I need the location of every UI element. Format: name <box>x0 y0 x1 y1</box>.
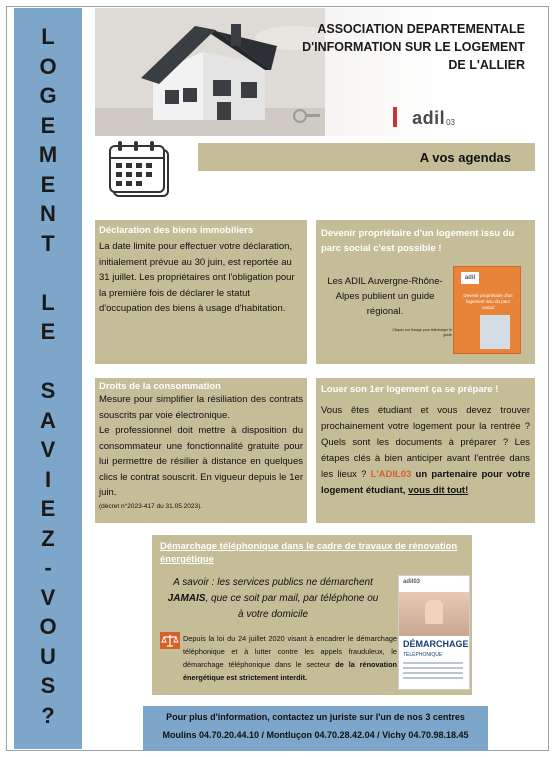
banner-letter: - <box>44 555 52 580</box>
banner-letter: E <box>40 112 56 138</box>
banner-letter: E <box>40 319 56 344</box>
banner-letter: V <box>40 437 56 462</box>
banner-letter: U <box>40 643 56 669</box>
vertical-banner-text <box>14 22 82 730</box>
org-title-line-1: ASSOCIATION DEPARTEMENTALE <box>317 22 525 36</box>
decree-reference: (décret n°2023-417 du 31.05.2023). <box>99 502 203 510</box>
building-image <box>480 315 510 349</box>
consumption-title: Droits de la consommation <box>99 381 221 392</box>
telemarketing-title: Démarchage téléphonique dans le cadre de travaux de rénovation énergétique <box>160 541 458 565</box>
declaration-body: La date limite pour effectuer votre déclaration, initialement prévue au 30 juin, est reportée au 31 juillet. Les propriétaires ont l'obligation pour la première fois de déclarer le statut d'occupation des biens à usage d'habitation. <box>99 241 295 314</box>
brochure-subtitle: TÉLÉPHONIQUE <box>403 652 443 658</box>
notice-prefix: A savoir : les services publics ne démarchent <box>173 577 373 588</box>
adil-guide-body: Les ADIL Auvergne-Rhône-Alpes publient un guide régional. <box>327 276 443 317</box>
org-title-line-3: DE L'ALLIER <box>448 58 525 72</box>
guide-cover-title: Devenir propriétaire d'un logement issu du parc social <box>463 293 513 310</box>
stop-hand-image <box>425 600 443 624</box>
banner-letter <box>14 347 82 377</box>
banner-letter: L <box>41 24 55 49</box>
law-text <box>183 632 397 684</box>
declaration-box <box>95 220 307 364</box>
brochure-text-lines <box>403 662 463 682</box>
telemarketing-notice <box>164 575 382 623</box>
telemarketing-brochure-cover[interactable] <box>398 575 470 690</box>
banner-letter: ? <box>41 702 55 728</box>
banner-letter: Z <box>41 525 55 551</box>
telemarketing-box <box>152 535 472 695</box>
calendar-icon <box>104 138 174 200</box>
adil03-link[interactable]: L'ADIL03 <box>370 469 412 480</box>
banner-letter: A <box>40 407 56 433</box>
org-title-line-2: D'INFORMATION SUR LE LOGEMENT <box>302 40 525 54</box>
agenda-banner <box>198 143 535 171</box>
consumption-body-2: Le professionnel doit mettre à disposition du consommateur une fonctionnalité gratuite pour lui permettre de résilier à distance en quelques clics le contrat souscrit. En vigueur depuis le 1er juin. <box>99 425 303 498</box>
consumption-rights-box <box>95 378 307 523</box>
banner-letter: N <box>40 201 56 226</box>
notice-emphasis: JAMAIS <box>167 593 206 604</box>
adil-guide-box <box>316 220 535 364</box>
first-rental-cta[interactable]: vous dit tout! <box>408 485 469 496</box>
banner-letter: S <box>40 378 56 403</box>
logo-text: adil <box>412 108 446 128</box>
banner-letter <box>14 258 82 288</box>
banner-letter: E <box>40 171 56 197</box>
brochure-title: DÉMARCHAGE <box>403 639 469 649</box>
banner-letter: M <box>38 142 58 167</box>
adil-logo <box>412 108 455 129</box>
first-rental-tail: un partenaire pour votre logement étudiant, <box>321 469 531 496</box>
banner-letter: T <box>41 230 55 256</box>
vertical-banner <box>14 8 82 749</box>
first-rental-body <box>321 403 530 499</box>
contact-footer <box>143 706 488 751</box>
banner-letter: L <box>41 289 55 315</box>
header <box>95 8 535 136</box>
footer-intro: Pour plus d'information, contactez un juriste sur l'un de nos 3 centres <box>166 712 465 722</box>
notice-suffix: , que ce soit par mail, par téléphone ou à votre domicile <box>205 593 379 620</box>
logo-department: 03 <box>446 118 455 127</box>
guide-caption: Cliquez sur l'image pour télécharger le guide <box>392 328 452 337</box>
banner-letter: I <box>44 466 52 492</box>
brochure-logo: adil03 <box>403 579 421 585</box>
first-rental-box <box>316 378 535 523</box>
first-rental-title: Louer son 1er logement ça se prépare ! <box>321 384 499 395</box>
scales-of-justice-icon <box>160 632 180 649</box>
adil-guide-title: Devenir propriétaire d'un logement issu du parc social c'est possible ! <box>321 228 515 254</box>
first-rental-text: Vous êtes étudiant et vous devez trouver prochainement votre logement pour la rentrée ? Quels sont les documents à préparer ? Les étapes clés à bien anticiper avant l'entrée dans les lieux ? <box>321 405 530 480</box>
banner-letter: O <box>39 614 57 639</box>
footer-phone-numbers: Moulins 04.70.20.44.10 / Montluçon 04.70.28.42.04 / Vichy 04.70.98.18.45 <box>162 730 469 740</box>
guide-cover-logo: adil <box>461 272 479 284</box>
agenda-label: A vos agendas <box>419 150 511 165</box>
organization-title <box>275 20 525 74</box>
law-text-main: Depuis la loi du 24 juillet 2020 visant à encadrer le démarchage téléphonique et à lutter contre les appels frauduleux, le démarchage téléphonique dans le secteur <box>183 634 397 669</box>
law-text-strong: de la rénovation énergétique est strictement interdit. <box>183 660 397 682</box>
consumption-body-1: Mesure pour simplifier la résiliation des contrats souscrits par voie électronique. <box>99 394 303 421</box>
guide-cover-link[interactable] <box>453 266 521 354</box>
banner-letter: G <box>39 83 57 108</box>
logo-accent-bar <box>393 107 397 127</box>
declaration-title: Déclaration des biens immobiliers <box>99 225 254 236</box>
banner-letter: O <box>39 53 57 79</box>
banner-letter: S <box>40 673 56 698</box>
banner-letter: V <box>40 584 56 610</box>
banner-letter: E <box>40 496 56 521</box>
